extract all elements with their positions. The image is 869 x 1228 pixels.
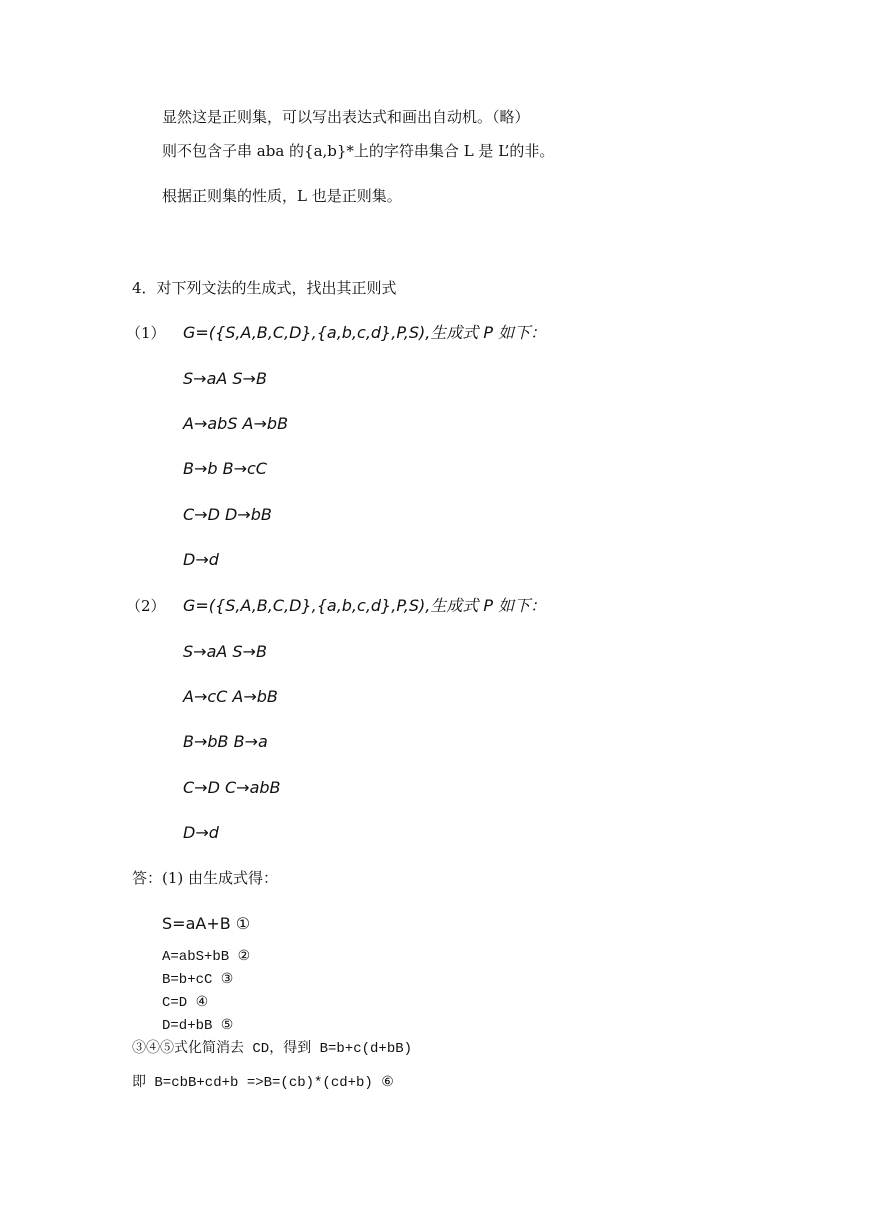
part2-label: （2） [126,597,166,615]
part1-rule-2: A→abS A→bB [183,414,289,433]
question-heading: 4．对下列文法的生成式，找出其正则式 [132,279,397,297]
part2-rule-2: A→cC A→bB [183,687,278,706]
paragraph-line-3: 根据正则集的性质，L 也是正则集。 [162,187,402,205]
part2-grammar: G=({S,A,B,C,D},{a,b,c,d},P,S),生成式 P 如下： [183,596,547,615]
part1-label: （1） [126,324,166,342]
part1-rule-3: B→b B→cC [183,459,267,478]
answer-result: 即 B=cbB+cd+b =>B=(cb)*(cd+b) ⑥ [132,1075,394,1091]
answer-intro: 答：(1) 由生成式得： [132,869,279,887]
part1-grammar: G=({S,A,B,C,D},{a,b,c,d},P,S),生成式 P 如下： [183,323,547,342]
answer-eq-1: S=aA+B ① [162,914,251,933]
part1-rule-4: C→D D→bB [183,505,272,524]
part1-rule-5: D→d [183,550,219,569]
answer-simplify: ③④⑤式化简消去 CD，得到 B=b+c(d+bB) [132,1041,413,1057]
part2-rule-4: C→D C→abB [183,778,281,797]
answer-eq-4: C=D ④ [162,995,209,1011]
answer-eq-3: B=b+cC ③ [162,972,234,988]
answer-eq-5: D=d+bB ⑤ [162,1018,234,1034]
paragraph-line-2: 则不包含子串 aba 的{a,b}*上的字符串集合 L 是 L’的非。 [162,142,555,160]
part2-rule-5: D→d [183,823,219,842]
part2-rule-1: S→aA S→B [183,642,267,661]
answer-eq-2: A=abS+bB ② [162,949,251,965]
part2-rule-3: B→bB B→a [183,732,268,751]
paragraph-line-1: 显然这是正则集，可以写出表达式和画出自动机。（略） [162,108,530,126]
part1-rule-1: S→aA S→B [183,369,267,388]
